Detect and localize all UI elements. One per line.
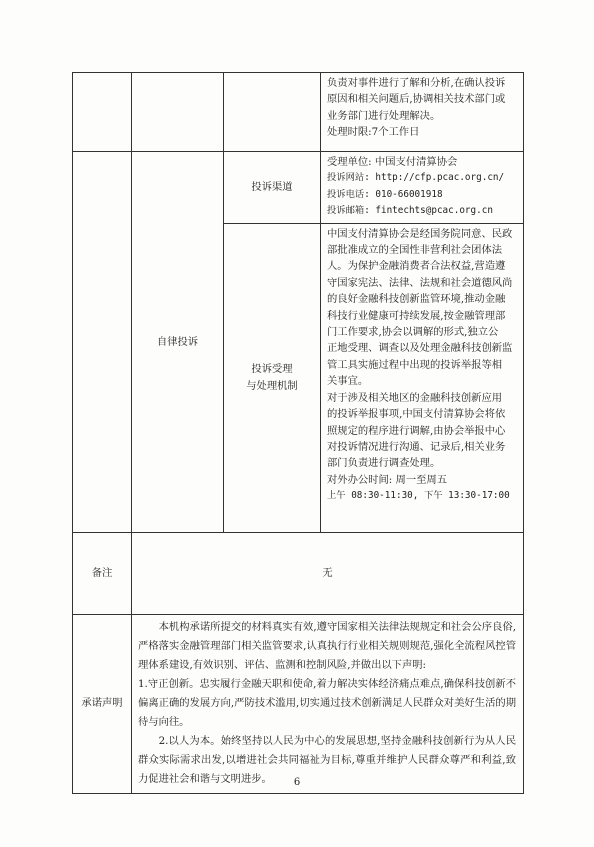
mechanism-line: 关事宜。: [327, 375, 369, 388]
page-number: 6: [293, 777, 301, 788]
commitment-paragraph: 1.守正创新。忠实履行金融天职和使命,着力解决实体经济痛点难点,确保科技创新不偏离正确的发展方向,严防技术滥用,切实通过技术创新满足人民群众对美好生活的期待与向往。: [138, 677, 516, 728]
commitment-paragraph: 本机构承诺所提交的材料真实有效,遵守国家相关法律法规规定和社会公序良俗,严格落实金融管理部门相关监管要求,认真执行行业相关规则规范,强化全流程风控管理体系建设,有效识别、评估、监测和控制风险,并做出以下声明:: [138, 620, 516, 671]
detail-line: 原因和相关问题后,协调相关技术部门或: [327, 93, 506, 106]
table-row: [73, 73, 524, 152]
blank-cell: [73, 152, 132, 533]
commitment-label: 承诺声明: [73, 614, 132, 793]
remarks-value: 无: [132, 532, 524, 614]
blank-cell: [73, 73, 132, 152]
table-row: [73, 152, 524, 224]
commitment-paragraph: 2.以人为本。始终坚持以人民为中心的发展思想,坚持金融科技创新行为从人民群众实际需求出发,以增进社会共同福祉为目标,尊重并维护人民群众尊严和利益,致力促进社会和谐与文明进步。: [138, 734, 516, 785]
channel-email: 投诉邮箱: fintechts@pcac.org.cn: [327, 205, 493, 217]
handling-time-limit: 处理时限:7个工作日: [327, 126, 420, 139]
blank-cell: [224, 73, 321, 152]
mechanism-line: 对投诉情况进行沟通、记录后,相关业务: [327, 440, 506, 453]
mechanism-line: 照规定的程序进行调解,由协会举报中心: [327, 424, 506, 437]
self-regulatory-label: 自律投诉: [132, 152, 224, 533]
channel-org: 受理单位: 中国支付清算协会: [327, 156, 458, 168]
mechanism-label-line: 投诉受理: [251, 363, 293, 376]
complaint-info-table: [72, 72, 524, 794]
detail-line: 负责对事件进行了解和分析,在确认投诉: [327, 77, 506, 89]
remarks-label: 备注: [73, 532, 132, 614]
office-hours-days: 对外办公时间: 周一至周五: [327, 473, 448, 486]
table-row: [73, 614, 524, 793]
mechanism-line: 的良好金融科技创新监管环境,推动金融: [327, 293, 506, 306]
mechanism-line: 对于涉及相关地区的金融科技创新应用: [327, 391, 503, 404]
mechanism-line: 门工作要求,协会以调解的形式,独立公: [327, 326, 499, 339]
mechanism-line: 管工具实施过程中出现的投诉举报等相: [327, 358, 503, 371]
handling-detail-cell: [321, 73, 524, 152]
channel-phone: 投诉电话: 010-66001918: [327, 188, 443, 200]
blank-cell: [132, 73, 224, 152]
complaint-channel-cell: [321, 152, 524, 224]
detail-line: 业务部门进行处理解决。: [327, 109, 441, 122]
mechanism-label-line: 与处理机制: [246, 379, 298, 392]
mechanism-line: 人。为保护金融消费者合法权益,营造遵: [327, 260, 506, 273]
mechanism-line: 部门负责进行调查处理。: [327, 457, 441, 470]
mechanism-line: 科技行业健康可持续发展,按金融管理部: [327, 309, 506, 322]
mechanism-detail-cell: [321, 223, 524, 532]
mechanism-line: 守国家宪法、法律、法规和社会道德风尚: [327, 276, 513, 289]
complaint-channel-label: 投诉渠道: [224, 152, 321, 224]
commitment-statement: [132, 614, 524, 793]
table-row: [73, 532, 524, 614]
mechanism-label: [224, 223, 321, 532]
channel-website: 投诉网站: http://cfp.pcac.org.cn/: [327, 172, 505, 184]
mechanism-line: 中国支付清算协会是经国务院同意、民政: [327, 227, 513, 240]
office-hours-times: 上午 08:30-11:30, 下午 13:30-17:00: [327, 490, 510, 502]
mechanism-line: 正地受理、调查以及处理金融科技创新监: [327, 342, 513, 355]
mechanism-line: 部批准成立的全国性非营利社会团体法: [327, 244, 503, 257]
mechanism-line: 的投诉举报事项,中国支付清算协会将依: [327, 408, 506, 421]
